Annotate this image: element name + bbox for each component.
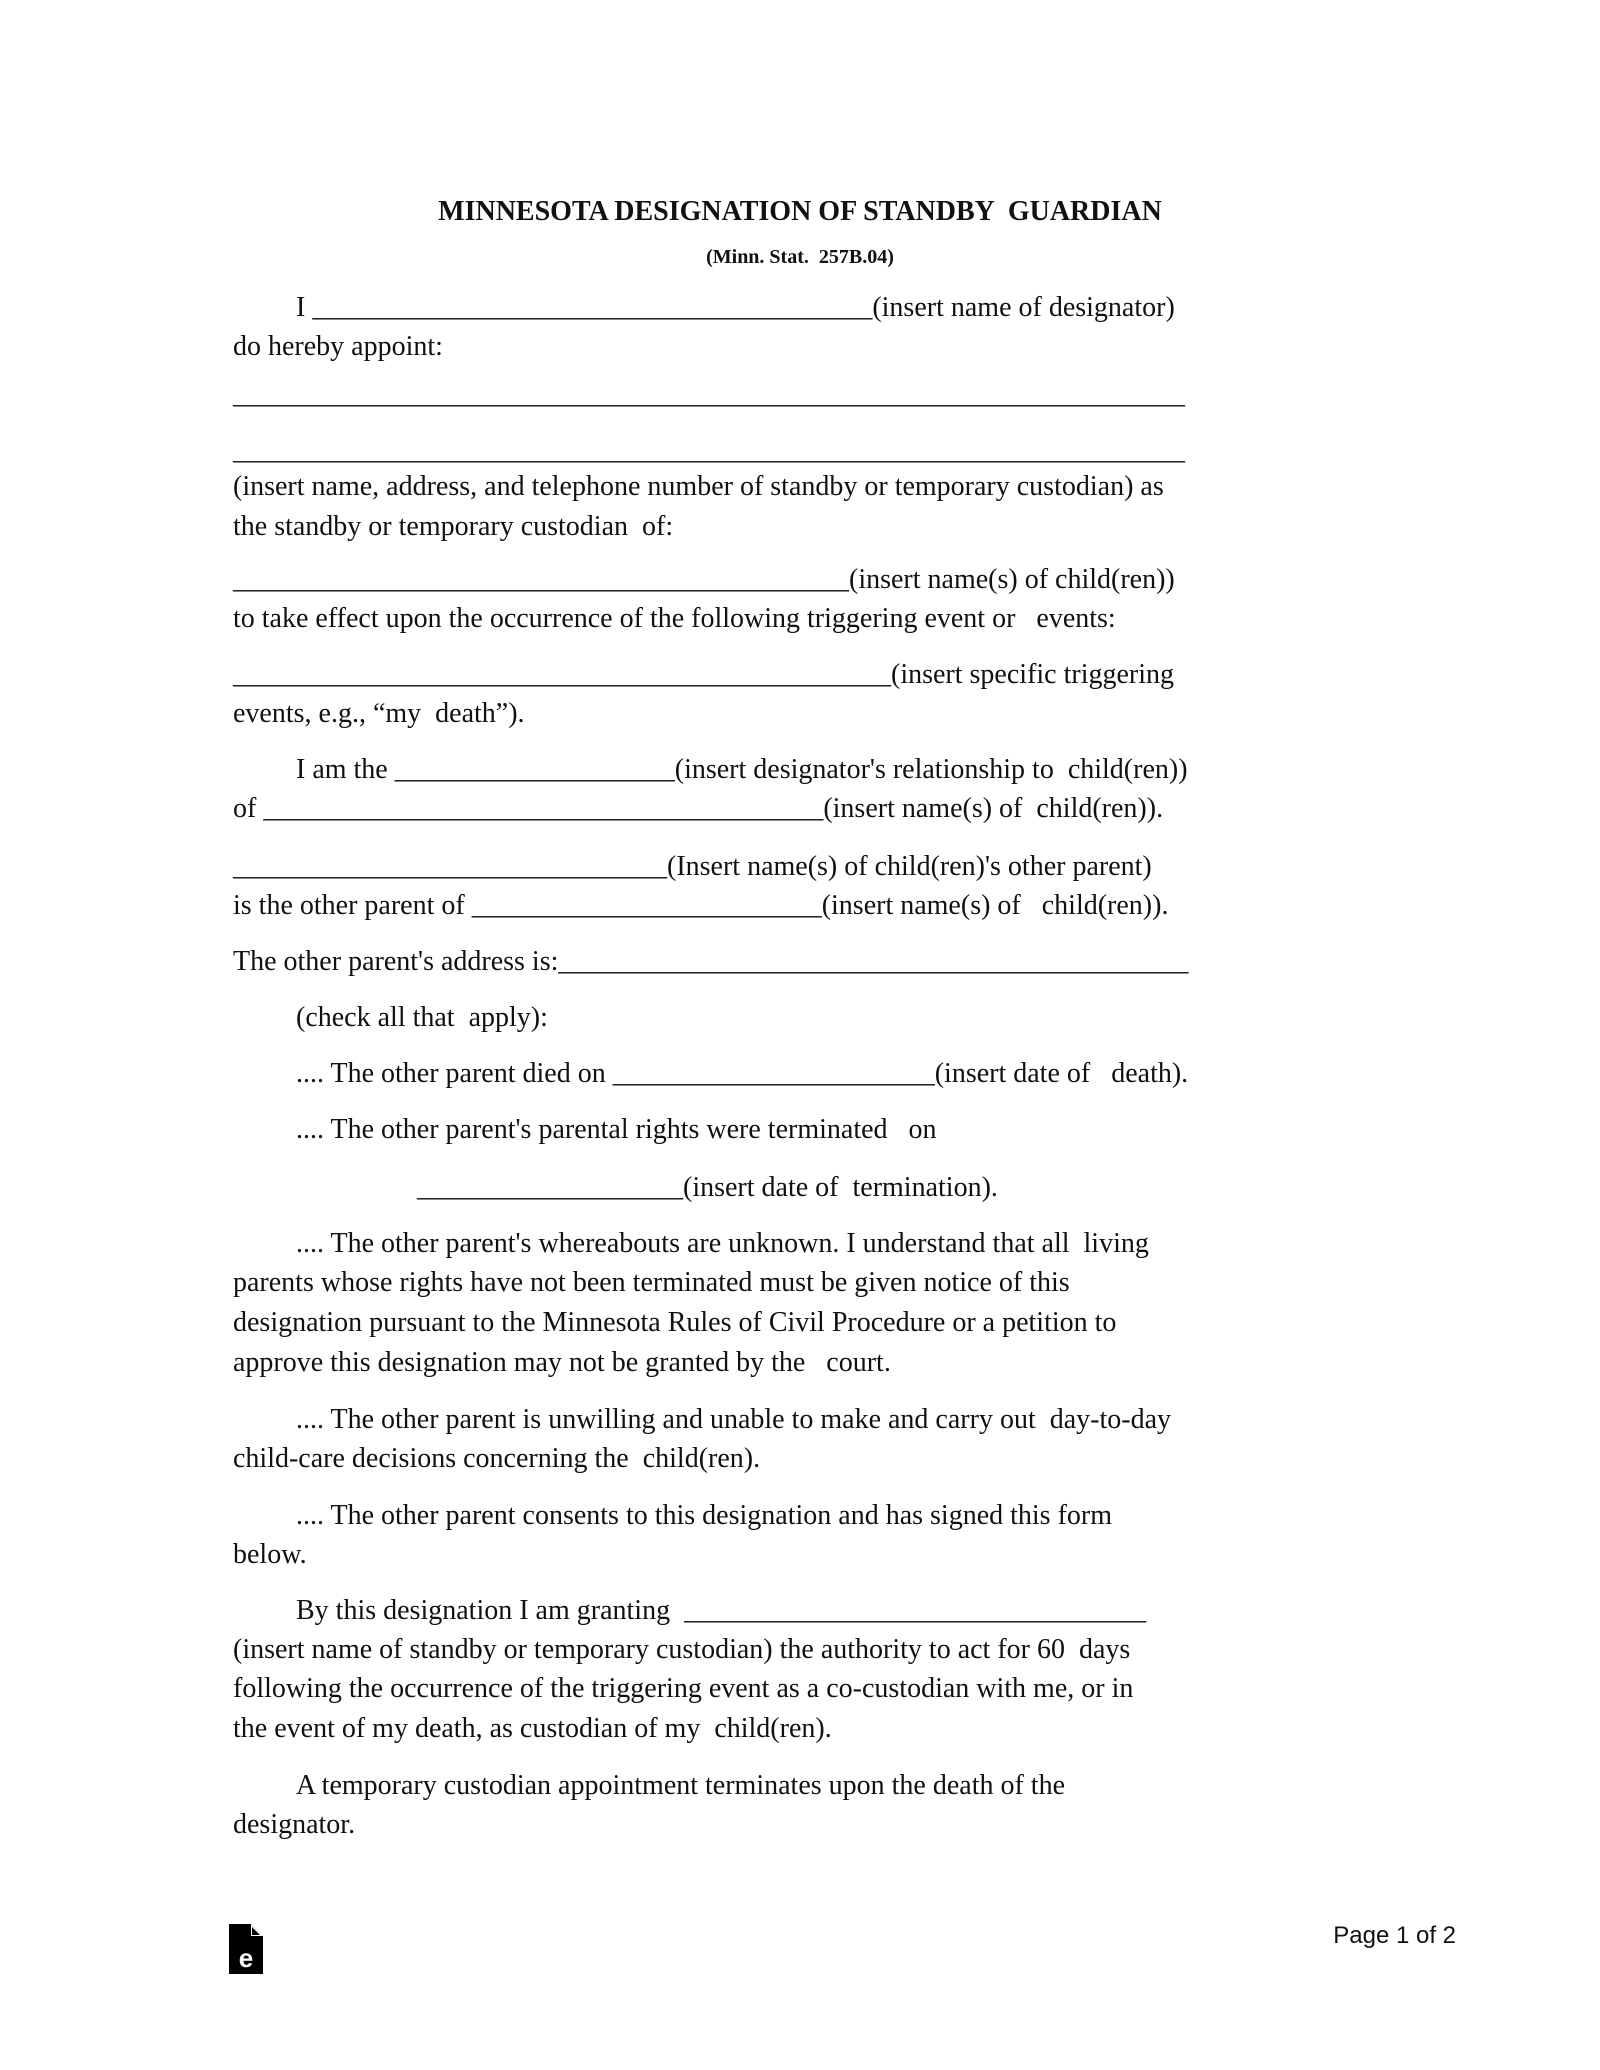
whereabouts-text-3: designation pursuant to the Minnesota Rules of Civil Procedure or a petition to: [233, 1307, 1117, 1338]
temporary-termination-text-2: designator.: [233, 1809, 356, 1840]
document-title: MINNESOTA DESIGNATION OF STANDBY GUARDIAN: [438, 196, 1162, 227]
triggering-events-line: _______________________________________________(insert specific triggering: [233, 659, 1175, 690]
page-number: Page 1 of 2: [1333, 1922, 1456, 1949]
option-parent-consents: .... The other parent consents to this designation and has signed this form: [296, 1500, 1113, 1531]
granting-text-3: following the occurrence of the triggering event as a co-custodian with me, or in: [233, 1673, 1134, 1704]
other-parent-name-line: _______________________________(Insert name(s) of child(ren)'s other parent): [233, 851, 1152, 882]
option-parent-died: .... The other parent died on _______________________(insert date of death).: [296, 1058, 1189, 1089]
whereabouts-text-4: approve this designation may not be granted by the court.: [233, 1347, 891, 1378]
appoint-line: do hereby appoint:: [233, 331, 443, 362]
consents-text-2: below.: [233, 1539, 307, 1570]
relationship-children-line: of ________________________________________(insert name(s) of child(ren)).: [233, 793, 1164, 824]
granting-text-4: the event of my death, as custodian of my child(ren).: [233, 1713, 832, 1744]
other-parent-of-line: is the other parent of _________________________(insert name(s) of child(ren)).: [233, 890, 1169, 921]
temporary-termination-line: A temporary custodian appointment terminates upon the death of the: [296, 1770, 1066, 1801]
termination-date-line: ___________________(insert date of termination).: [417, 1172, 998, 1203]
svg-text:e: e: [238, 1943, 254, 1973]
relationship-line: I am the ____________________(insert designator's relationship to child(ren)): [296, 754, 1188, 785]
statute-reference: (Minn. Stat. 257B.04): [706, 246, 894, 268]
unwilling-text-2: child-care decisions concerning the child(ren).: [233, 1443, 761, 1474]
custodian-instruction-line: (insert name, address, and telephone number of standby or temporary custodian) as: [233, 471, 1164, 502]
triggering-example-line: events, e.g., “my death”).: [233, 698, 525, 729]
option-parent-unwilling: .... The other parent is unwilling and unable to make and carry out day-to-day: [296, 1404, 1171, 1435]
other-parent-address-line: The other parent's address is:_____________________________________________: [233, 946, 1189, 977]
custodian-blank-1: ____________________________________________________________________: [233, 379, 1185, 410]
take-effect-line: to take effect upon the occurrence of the following triggering event or events:: [233, 603, 1116, 634]
eforms-logo-icon: [229, 1924, 263, 1974]
children-names-line: ____________________________________________(insert name(s) of child(ren)): [233, 564, 1175, 595]
designator-name-line: I ________________________________________(insert name of designator): [296, 292, 1175, 323]
option-whereabouts-unknown: .... The other parent's whereabouts are unknown. I understand that all living: [296, 1228, 1149, 1259]
whereabouts-text-2: parents whose rights have not been terminated must be given notice of this: [233, 1267, 1070, 1298]
check-all-label: (check all that apply):: [296, 1002, 548, 1033]
custodian-of-line: the standby or temporary custodian of:: [233, 511, 674, 542]
granting-line: By this designation I am granting _________________________________: [296, 1595, 1147, 1626]
custodian-blank-2: ____________________________________________________________________: [233, 435, 1185, 466]
granting-text-2: (insert name of standby or temporary custodian) the authority to act for 60 days: [233, 1634, 1131, 1665]
option-rights-terminated: .... The other parent's parental rights were terminated on: [296, 1114, 937, 1145]
